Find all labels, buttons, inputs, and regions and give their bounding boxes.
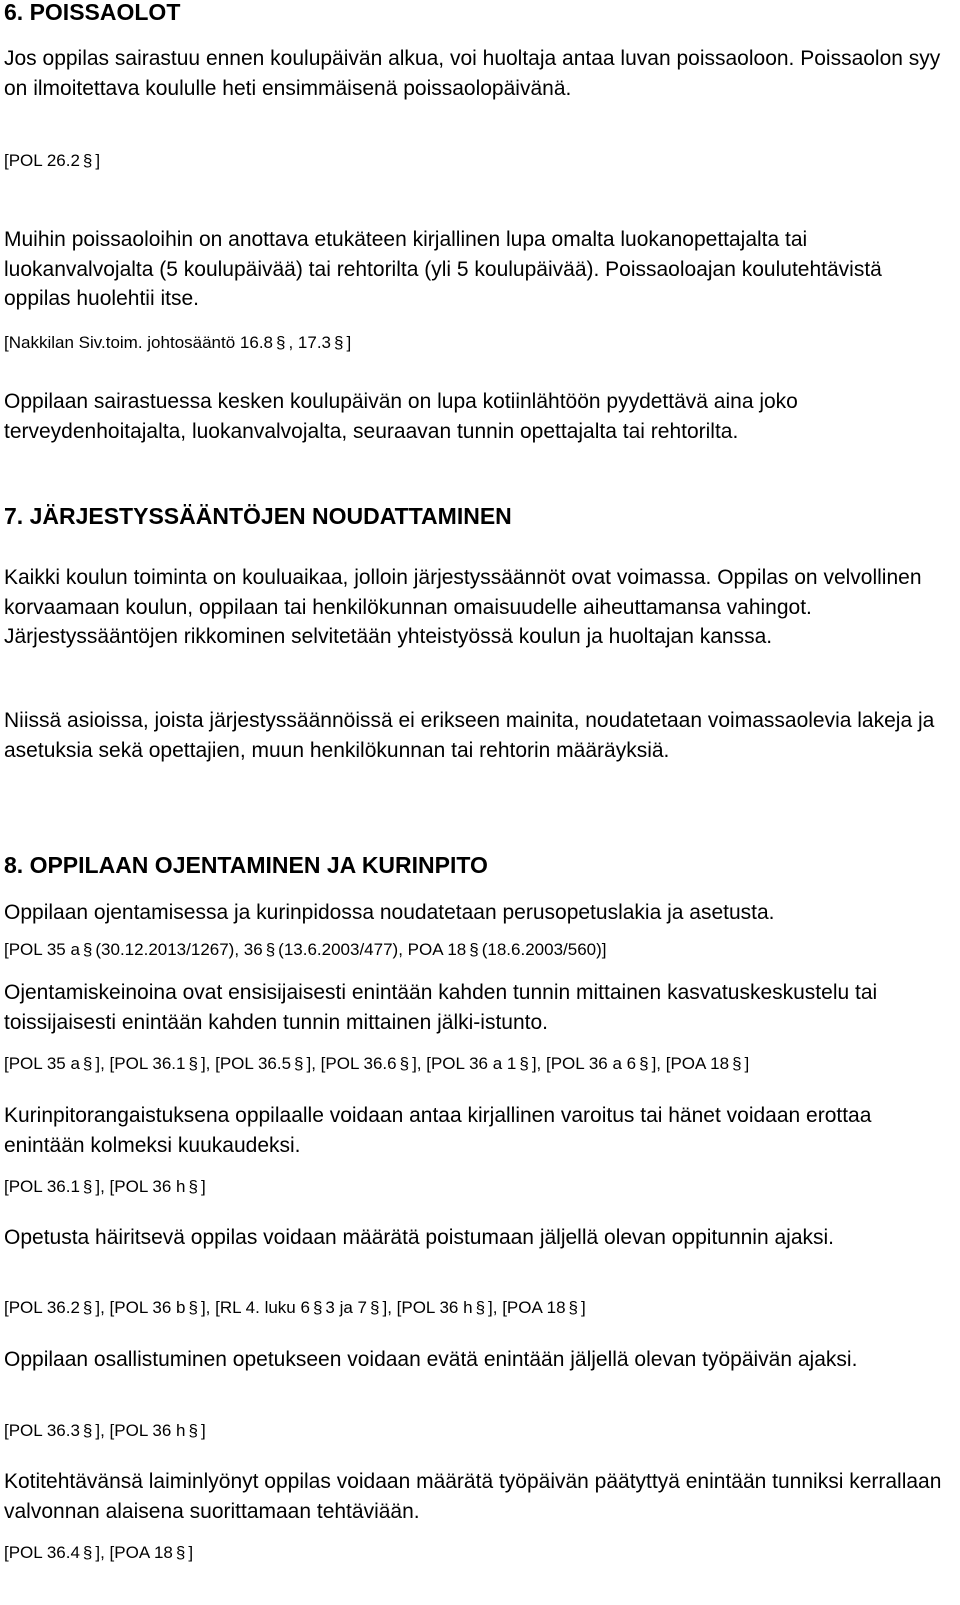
ref-part: ] xyxy=(200,1177,206,1196)
section-symbol: § xyxy=(399,1054,410,1073)
ref-part: ] xyxy=(744,1054,750,1073)
heading-poissaolot: 6. POISSAOLOT xyxy=(4,0,181,25)
section-symbol: § xyxy=(82,1054,93,1073)
reference-nakkilan xyxy=(4,333,954,353)
section-symbol: § xyxy=(188,1054,198,1073)
section-symbol: § xyxy=(82,1421,93,1440)
section-symbol: § xyxy=(334,333,344,352)
section-symbol: § xyxy=(732,1054,742,1073)
reference-pol-35a xyxy=(4,940,954,960)
section-symbol: § xyxy=(188,1421,198,1440)
ref-part: ], [POL 36 a 6 xyxy=(531,1054,637,1073)
reference-pol-26-2 xyxy=(4,151,954,171)
paragraph-disciplinary-penalty: Kurinpitorangaistuksena oppilaalle voidaan antaa kirjallinen varoitus tai hänet voidaan erottaa enintään kolmeksi kuukaudeksi. xyxy=(4,1104,872,1157)
ref-part: [POL 36.2 xyxy=(4,1298,80,1317)
section-symbol: § xyxy=(188,1177,198,1196)
paragraph-school-time: Kaikki koulun toiminta on kouluaikaa, jolloin järjestyssäännöt ovat voimassa. Oppilas on velvollinen korvaamaan koulun, oppilaan tai henkilökunnan omaisuudelle aiheuttamansa vahingot. Järjestyssääntöjen rikkominen selvitetään yhteistyössä koulun ja huoltajan kanssa. xyxy=(4,566,922,648)
paragraph-other-absences: Muihin poissaoloihin on anottava etukäteen kirjallinen lupa omalta luokanopettajalta tai luokanvalvojalta (5 koulupäivää) tai rehtorilta (yli 5 koulupäivää). Poissaoloajan koulutehtävistä oppilas huolehtii itse. xyxy=(4,228,882,310)
paragraph-correction-methods: Ojentamiskeinoina ovat ensisijaisesti enintään kahden tunnin mittainen kasvatuskeskustelu tai toissijaisesti enintään kahden tunnin mittainen jälki-istunto. xyxy=(4,981,878,1034)
section-symbol: § xyxy=(469,940,479,959)
ref-part: ], [RL 4. luku 6 xyxy=(200,1298,310,1317)
ref-part: ], [POL 36 h xyxy=(95,1421,186,1440)
ref-part: ] xyxy=(188,1543,194,1562)
ref-part: ], [POL 36 b xyxy=(95,1298,186,1317)
ref-part: ], [POL 36 h xyxy=(95,1177,186,1196)
ref-part: [POL 36.1 xyxy=(4,1177,80,1196)
ref-part: (13.6.2003/477), POA 18 xyxy=(278,940,467,959)
reference-pol-list xyxy=(4,1054,954,1074)
ref-part: (30.12.2013/1267), 36 xyxy=(95,940,263,959)
section-symbol: § xyxy=(370,1298,380,1317)
ref-part: ], [POL 36.1 xyxy=(95,1054,186,1073)
ref-part: ], [POL 36 h xyxy=(382,1298,473,1317)
ref-part: ] xyxy=(346,333,352,352)
section-symbol: § xyxy=(265,940,276,959)
ref-part: , 17.3 xyxy=(288,333,332,352)
paragraph-illness-during-day: Oppilaan sairastuessa kesken koulupäivän on lupa kotiinlähtöön pyydettävä aina joko terveydenhoitajalta, luokanvalvojalta, seuraavan tunnin opettajalta tai rehtorilta. xyxy=(4,390,798,443)
ref-part: [POL 26.2 xyxy=(4,151,80,170)
ref-part: ], [POL 36.6 xyxy=(306,1054,397,1073)
section-symbol: § xyxy=(639,1054,649,1073)
heading-kurinpito: 8. OPPILAAN OJENTAMINEN JA KURINPITO xyxy=(4,852,488,878)
paragraph-absence-illness: Jos oppilas sairastuu ennen koulupäivän alkua, voi huoltaja antaa luvan poissaoloon. Poissaolon syy on ilmoitettava koululle heti ensimmäisenä poissaolopäivänä. xyxy=(4,47,941,100)
ref-part: ], [POL 36.5 xyxy=(200,1054,292,1073)
ref-part: [POL 36.3 xyxy=(4,1421,80,1440)
reference-pol-36-2 xyxy=(4,1298,954,1318)
section-symbol: § xyxy=(312,1298,323,1317)
ref-part: ] xyxy=(200,1421,206,1440)
paragraph-homework-neglect: Kotitehtävänsä laiminlyönyt oppilas voidaan määrätä työpäivän päätyttyä enintään tunniksi kerrallaan valvonnan alaisena suorittamaan tehtäviään. xyxy=(4,1470,942,1523)
ref-part: ] xyxy=(581,1298,586,1317)
section-symbol: § xyxy=(82,1298,93,1317)
section-symbol: § xyxy=(175,1543,186,1562)
ref-part: 3 ja 7 xyxy=(325,1298,367,1317)
section-symbol: § xyxy=(82,1543,93,1562)
ref-part: [POL 35 a xyxy=(4,940,80,959)
section-symbol: § xyxy=(568,1298,578,1317)
ref-part: ], [POL 36 a 1 xyxy=(412,1054,517,1073)
ref-part: ], [POA 18 xyxy=(651,1054,730,1073)
reference-pol-36-4 xyxy=(4,1543,954,1563)
paragraph-disruptive-student: Opetusta häiritsevä oppilas voidaan määrätä poistumaan jäljellä olevan oppitunnin ajaksi. xyxy=(4,1226,835,1249)
section-symbol: § xyxy=(82,151,93,170)
reference-pol-36-3 xyxy=(4,1421,954,1441)
ref-part: [Nakkilan Siv.toim. johtosääntö 16.8 xyxy=(4,333,273,352)
ref-part: [POL 35 a xyxy=(4,1054,80,1073)
section-symbol: § xyxy=(519,1054,529,1073)
ref-part: [POL 36.4 xyxy=(4,1543,80,1562)
reference-pol-36-1 xyxy=(4,1177,954,1197)
ref-part: (18.6.2003/560)] xyxy=(481,940,607,959)
paragraph-deny-participation: Oppilaan osallistuminen opetukseen voidaan evätä enintään jäljellä olevan työpäivän ajaksi. xyxy=(4,1348,858,1371)
ref-part: ], [POA 18 xyxy=(488,1298,566,1317)
paragraph-discipline-law: Oppilaan ojentamisessa ja kurinpidossa noudatetaan perusopetuslakia ja asetusta. xyxy=(4,901,775,924)
section-symbol: § xyxy=(188,1298,198,1317)
paragraph-other-rules: Niissä asioissa, joista järjestyssäännöissä ei erikseen mainita, noudatetaan voimassaolevia lakeja ja asetuksia sekä opettajien, muun henkilökunnan tai rehtorin määräyksiä. xyxy=(4,709,935,762)
ref-part: ], [POA 18 xyxy=(95,1543,173,1562)
section-symbol: § xyxy=(82,1177,93,1196)
section-symbol: § xyxy=(475,1298,486,1317)
section-symbol: § xyxy=(276,333,286,352)
ref-part: ] xyxy=(95,151,101,170)
section-symbol: § xyxy=(294,1054,304,1073)
heading-jarjestyssaannot: 7. JÄRJESTYSSÄÄNTÖJEN NOUDATTAMINEN xyxy=(4,503,512,529)
section-symbol: § xyxy=(82,940,93,959)
